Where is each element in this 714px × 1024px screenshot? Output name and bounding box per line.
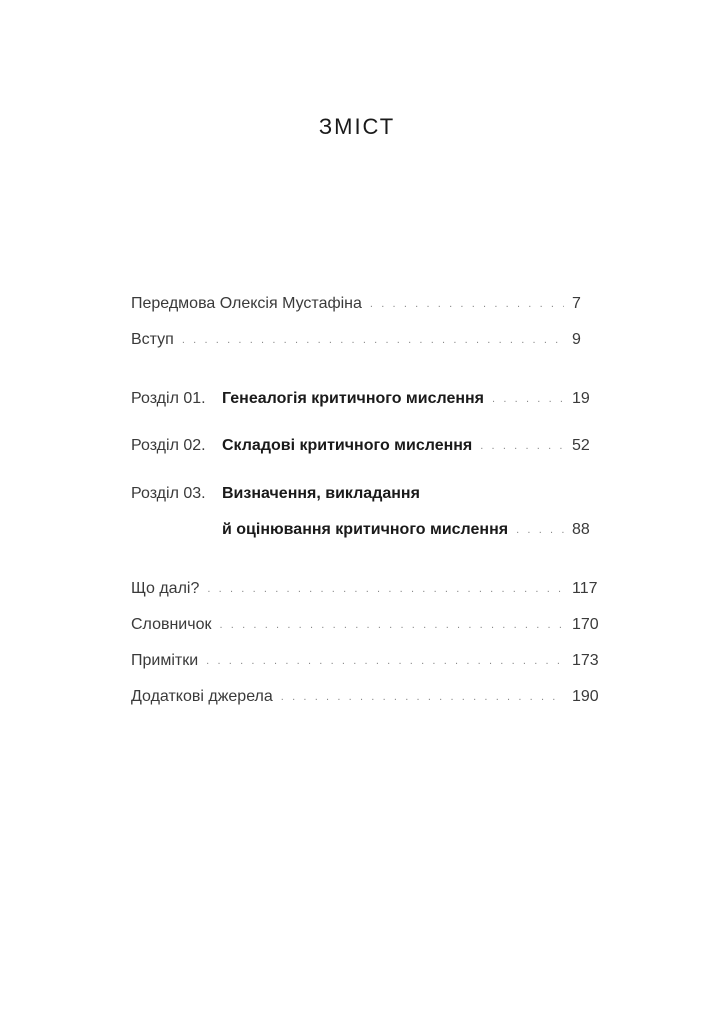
toc-entry-label: Що далі? xyxy=(131,580,200,597)
toc-entry-chapter-02[interactable] xyxy=(131,435,606,457)
toc-entry-additional-sources[interactable] xyxy=(131,686,606,708)
toc-page-number: 9 xyxy=(572,331,581,348)
toc-entry-chapter-01[interactable] xyxy=(131,388,606,410)
chapter-prefix: Розділ 02. xyxy=(131,437,206,454)
toc-entry-chapter-03-line2[interactable] xyxy=(131,519,606,541)
chapter-prefix: Розділ 03. xyxy=(131,485,206,502)
toc-entry-label: Словничок xyxy=(131,616,212,633)
dot-leader xyxy=(207,578,564,600)
chapter-prefix: Розділ 01. xyxy=(131,390,206,407)
toc-entry-glossary[interactable] xyxy=(131,614,606,636)
toc-page-number: 170 xyxy=(572,616,599,633)
toc-page-number: 19 xyxy=(572,390,590,407)
dot-leader xyxy=(370,293,564,315)
toc-entry-label: Примітки xyxy=(131,652,199,669)
toc-page-number: 190 xyxy=(572,688,599,705)
dot-leader xyxy=(219,614,564,636)
chapter-title-continued: й оцінювання критичного мислення xyxy=(222,521,509,538)
dot-leader xyxy=(182,329,564,351)
toc-entry-notes[interactable] xyxy=(131,650,606,672)
dot-leader xyxy=(516,519,564,541)
chapter-title: Складові критичного мислення xyxy=(222,437,473,454)
toc-page-number: 7 xyxy=(572,295,581,312)
toc-page-number: 173 xyxy=(572,652,599,669)
toc-entry-foreword[interactable] xyxy=(131,293,606,315)
dot-leader xyxy=(281,686,564,708)
dot-leader xyxy=(492,388,564,410)
toc-page-number: 88 xyxy=(572,521,590,538)
chapter-title: Генеалогія критичного мислення xyxy=(222,390,485,407)
toc-entry-label: Вступ xyxy=(131,331,174,348)
toc-entry-label: Додаткові джерела xyxy=(131,688,273,705)
page-title: ЗМІСТ xyxy=(318,114,396,139)
toc-entry-label: Передмова Олексія Мустафіна xyxy=(131,295,362,312)
chapter-title: Визначення, викладання xyxy=(222,485,420,502)
toc-page-number: 117 xyxy=(572,580,598,597)
toc-entry-whats-next[interactable] xyxy=(131,578,606,600)
dot-leader xyxy=(206,650,564,672)
toc-entry-introduction[interactable] xyxy=(131,329,606,351)
toc-entry-chapter-03-line1[interactable] xyxy=(131,483,606,505)
dot-leader xyxy=(480,435,564,457)
toc-page-number: 52 xyxy=(572,437,590,454)
